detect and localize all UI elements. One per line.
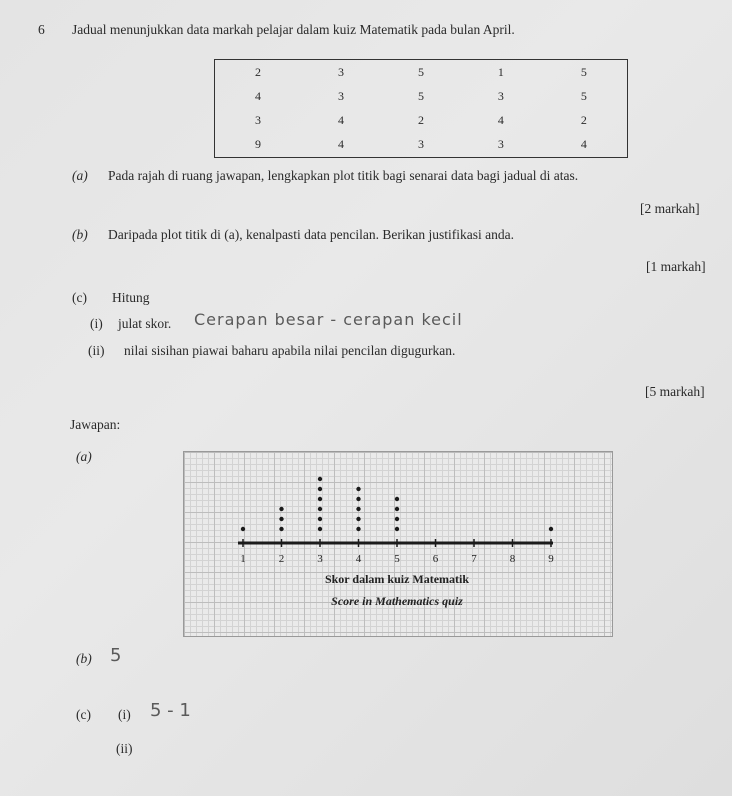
axis-title-english: Score in Mathematics quiz — [331, 594, 463, 608]
table-cell: 5 — [580, 88, 587, 103]
plot-dot — [356, 507, 360, 511]
part-a-label: (a) — [72, 168, 88, 183]
part-c-text: Hitung — [112, 290, 150, 305]
part-c-label: (c) — [72, 290, 87, 305]
question-number: 6 — [38, 22, 45, 37]
table-cell: 5 — [580, 64, 587, 79]
table-cell: 2 — [580, 113, 587, 128]
plot-dot — [318, 497, 322, 501]
table-cell: 4 — [497, 113, 504, 128]
question-intro: Jadual menunjukkan data markah pelajar dalam kuiz Matematik pada bulan April. — [72, 22, 515, 37]
score-table — [214, 59, 628, 158]
table-row — [215, 60, 628, 85]
answer-heading: Jawapan: — [70, 417, 121, 432]
table-cell: 4 — [580, 137, 587, 152]
axis-tick-label: 1 — [240, 553, 246, 565]
axis-tick-label: 7 — [471, 553, 477, 565]
answer-b-label: (b) — [76, 651, 92, 666]
axis-tick-label: 9 — [548, 553, 554, 565]
axis-tick-label: 8 — [509, 553, 516, 565]
table-cell: 3 — [497, 137, 504, 152]
plot-dot — [395, 527, 399, 531]
part-c-marks: [5 markah] — [645, 384, 705, 399]
table-cell: 3 — [417, 137, 424, 152]
part-c-i-text: julat skor. — [118, 316, 172, 331]
plot-dot — [395, 517, 399, 521]
part-a-marks: [2 markah] — [640, 201, 700, 216]
table-row — [215, 84, 628, 108]
handwritten-answer-c-i: 5 - 1 — [150, 700, 191, 721]
plot-dot — [549, 527, 553, 531]
plot-dot — [395, 497, 399, 501]
plot-dot — [356, 497, 360, 501]
part-c-i-label: (i) — [90, 316, 103, 331]
axis-tick-label: 2 — [278, 553, 285, 565]
part-b-label: (b) — [72, 227, 88, 242]
table-cell: 5 — [417, 64, 424, 79]
plot-dot — [279, 507, 283, 511]
plot-dot — [356, 517, 360, 521]
part-c-ii-label: (ii) — [88, 343, 105, 358]
dot-plot — [183, 451, 611, 635]
plot-dot — [318, 487, 322, 491]
handwritten-answer-b: 5 — [110, 645, 122, 666]
plot-dot — [279, 527, 283, 531]
table-cell: 4 — [338, 137, 345, 152]
plot-dot — [356, 487, 360, 491]
table-cell: 3 — [497, 88, 504, 103]
axis-tick-label: 3 — [317, 553, 323, 565]
table-cell: 3 — [255, 113, 262, 128]
handwritten-range-note: Cerapan besar - cerapan kecil — [194, 310, 463, 329]
plot-dot — [318, 507, 322, 511]
part-c-ii-text: nilai sisihan piawai baharu apabila nilai pencilan digugurkan. — [124, 343, 456, 358]
table-cell: 2 — [417, 113, 424, 128]
plot-dot — [356, 527, 360, 531]
plot-dot — [279, 517, 283, 521]
answer-c-i-label: (i) — [118, 707, 131, 722]
answer-c-ii-label: (ii) — [116, 741, 133, 756]
part-a-text: Pada rajah di ruang jawapan, lengkapkan plot titik bagi senarai data bagi jadual di atas. — [108, 168, 579, 183]
axis-tick-label: 6 — [432, 553, 439, 565]
axis-tick-label: 4 — [355, 553, 362, 565]
plot-dot — [318, 477, 322, 481]
answer-c-label: (c) — [76, 707, 91, 722]
plot-dot — [241, 527, 245, 531]
table-row — [215, 108, 628, 132]
table-cell: 4 — [338, 113, 345, 128]
table-cell: 3 — [338, 64, 345, 79]
table-cell: 2 — [255, 64, 262, 79]
part-b-text: Daripada plot titik di (a), kenalpasti data pencilan. Berikan justifikasi anda. — [108, 227, 514, 242]
axis-tick-label: 5 — [394, 553, 400, 565]
part-b-marks: [1 markah] — [646, 259, 706, 274]
plot-dot — [395, 507, 399, 511]
plot-dot — [318, 517, 322, 521]
table-cell: 9 — [255, 137, 262, 152]
answer-a-label: (a) — [76, 449, 92, 464]
table-cell: 4 — [255, 88, 262, 103]
plot-dot — [318, 527, 322, 531]
table-cell: 5 — [417, 88, 424, 103]
axis-title-malay: Skor dalam kuiz Matematik — [324, 572, 470, 586]
table-cell: 3 — [338, 88, 345, 103]
table-row — [215, 133, 628, 158]
table-cell: 1 — [497, 64, 504, 79]
